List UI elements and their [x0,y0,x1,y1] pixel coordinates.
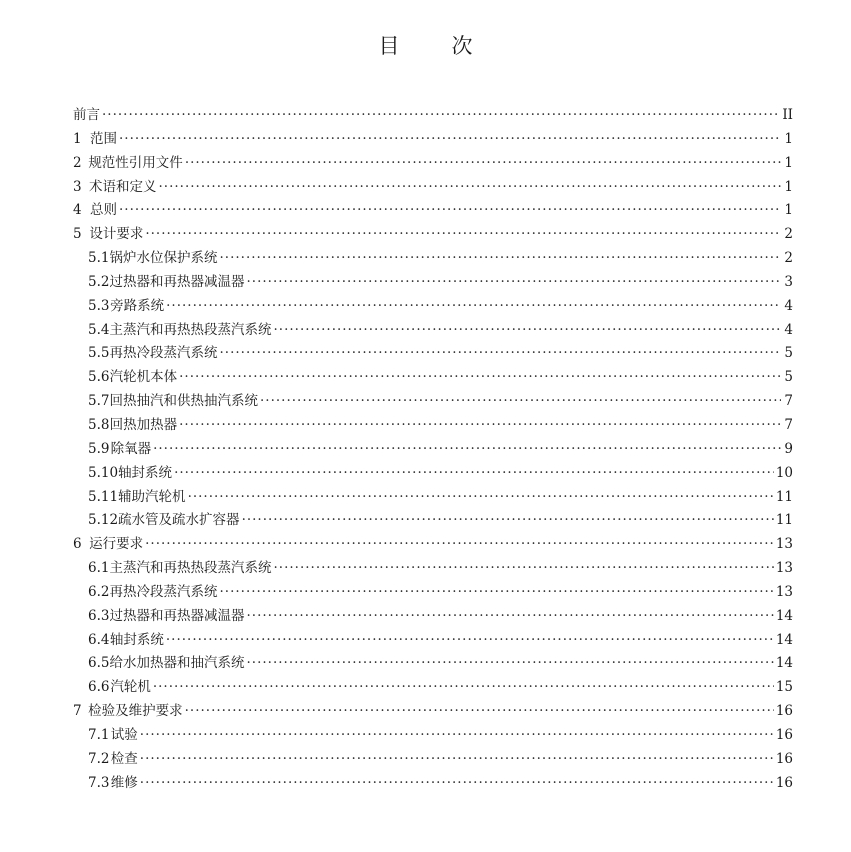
toc-entry-page: 1 [784,202,793,219]
toc-entry[interactable] [73,223,793,247]
toc-entry-number: 3 [73,178,82,195]
toc-entry[interactable] [73,247,793,271]
dot-leader [153,676,774,700]
toc-entry-number: 5.11 [88,488,119,505]
toc-entry[interactable] [73,676,793,700]
toc-entry-page: 16 [775,726,793,743]
toc-entry-page: 3 [784,273,793,290]
toc-entry-page: 5 [784,369,793,386]
toc-entry[interactable] [73,199,793,223]
toc-entry-number: 7.2 [88,750,110,767]
toc-entry[interactable] [73,128,793,152]
toc-entry-number: 5.9 [88,440,110,457]
toc-entry[interactable] [73,390,793,414]
toc-entry-label: 除氧器 [110,440,152,457]
toc-entry-label: 旁路系统 [110,297,165,314]
toc-entry-number: 6.5 [88,655,110,672]
dot-leader [153,438,781,462]
dot-leader [246,652,773,676]
toc-entry-page: 15 [775,679,793,696]
toc-entry[interactable] [73,509,793,533]
toc-entry-page: 2 [784,226,793,243]
toc-entry-label: 设计要求 [89,226,144,243]
toc-entry-number: 5.4 [88,321,110,338]
dot-leader [166,295,781,319]
toc-entry-number: 4 [73,202,82,219]
toc-entry[interactable] [73,319,793,343]
toc-entry-number: 5.8 [88,416,110,433]
dot-leader [119,128,781,152]
toc-entry-number: 6.6 [88,679,110,696]
toc-entry-page: 11 [775,488,793,505]
toc-entry-label: 试验 [110,726,138,743]
toc-entry[interactable] [73,271,793,295]
dot-leader [145,223,781,247]
toc-entry-page: 14 [775,631,793,648]
toc-entry-number: 5.1 [88,250,110,267]
toc-entry-page: 7 [784,416,793,433]
dot-leader [102,104,780,128]
toc-entry-number: 5.5 [88,345,110,362]
toc-entry-label: 主蒸汽和再热热段蒸汽系统 [109,560,272,577]
dot-leader [140,772,774,796]
dot-leader [140,748,774,772]
dot-leader [246,605,773,629]
toc-entry-page: 14 [775,655,793,672]
toc-entry-number: 5.7 [88,393,110,410]
toc-entry-page: 9 [784,440,793,457]
toc-entry-page: 1 [784,154,793,171]
toc-entry[interactable] [73,605,793,629]
toc-entry-label: 维修 [110,774,138,791]
toc-entry-label: 规范性引用文件 [88,154,183,171]
toc-entry-label: 给水加热器和抽汽系统 [109,655,245,672]
toc-entry[interactable] [73,462,793,486]
toc-entry-page: 13 [775,536,793,553]
toc-entry-label: 汽轮机本体 [109,369,178,386]
toc-entry-page: 1 [784,178,793,195]
dot-leader [242,509,774,533]
toc-entry-label: 过热器和再热器减温器 [109,273,245,290]
dot-leader [145,533,774,557]
toc-entry[interactable] [73,652,793,676]
toc-entry-number: 5.12 [88,512,119,529]
dot-leader [166,629,774,653]
page-title [0,30,851,60]
toc-entry[interactable] [73,438,793,462]
toc-entry-page: 2 [784,250,793,267]
dot-leader [219,247,781,271]
toc-entry-number: 6.1 [88,560,110,577]
dot-leader [219,581,773,605]
toc-entry-label: 轴封系统 [109,631,164,648]
toc-entry-number: 2 [73,154,82,171]
toc-entry[interactable] [73,295,793,319]
toc-entry-number: 6.3 [88,607,110,624]
dot-leader [174,462,774,486]
toc-entry-label: 检验及维护要求 [88,703,183,720]
toc-entry-page: 7 [784,393,793,410]
toc-entry-page: 14 [775,607,793,624]
dot-leader [246,271,781,295]
toc-entry-page: 13 [775,583,793,600]
title-char-1: 目 [378,34,400,58]
toc-entry-number: 6 [73,536,82,553]
toc-entry-label: 辅助汽轮机 [118,488,186,505]
toc-entry-label: 过热器和再热器减温器 [109,607,245,624]
toc-entry-number: 5 [73,226,82,243]
toc-entry-number: 5.2 [88,273,110,290]
toc-entry-label: 主蒸汽和再热热段蒸汽系统 [109,321,272,338]
dot-leader [273,319,781,343]
table-of-contents [73,104,793,795]
toc-entry-label: 再热冷段蒸汽系统 [109,583,218,600]
dot-leader [158,176,781,200]
dot-leader [273,557,773,581]
dot-leader [185,152,781,176]
toc-entry-label: 再热冷段蒸汽系统 [109,345,218,362]
toc-entry-label: 回热加热器 [109,416,178,433]
toc-entry[interactable] [73,533,793,557]
dot-leader [260,390,781,414]
toc-entry-label: 术语和定义 [88,178,157,195]
toc-entry-number: 6.4 [88,631,110,648]
toc-entry[interactable] [73,366,793,390]
toc-entry[interactable] [73,724,793,748]
toc-entry-label: 范围 [90,130,117,147]
toc-entry-label: 锅炉水位保护系统 [109,250,218,267]
dot-leader [179,366,781,390]
toc-entry-page: 11 [775,512,793,529]
toc-entry-number: 5.6 [88,369,110,386]
toc-entry-label: 汽轮机 [110,679,151,696]
toc-entry-number: 7.3 [88,774,110,791]
toc-entry-page: 10 [775,464,793,481]
toc-entry-page: 4 [784,321,793,338]
toc-entry-label: 前言 [73,107,100,123]
toc-entry-page: 16 [775,750,793,767]
toc-entry-label: 回热抽汽和供热抽汽系统 [109,393,258,410]
dot-leader [140,724,774,748]
dot-leader [185,700,774,724]
toc-entry[interactable] [73,104,793,128]
dot-leader [179,414,781,438]
toc-entry-page: 16 [775,774,793,791]
toc-entry-number: 7 [73,703,82,720]
toc-entry[interactable] [73,557,793,581]
toc-entry-page: II [782,107,793,123]
toc-entry-page: 5 [784,345,793,362]
toc-entry-page: 13 [775,560,793,577]
toc-entry[interactable] [73,152,793,176]
toc-entry[interactable] [73,342,793,366]
toc-entry-page: 16 [775,703,793,720]
toc-entry-page: 4 [784,297,793,314]
toc-entry-label: 疏水管及疏水扩容器 [118,512,240,529]
toc-entry-page: 1 [784,130,793,147]
title-char-2: 次 [451,34,473,58]
toc-entry-number: 7.1 [88,726,110,743]
toc-entry[interactable] [73,700,793,724]
toc-entry-number: 1 [73,130,82,147]
toc-entry-number: 6.2 [88,583,110,600]
toc-entry-label: 检查 [110,750,138,767]
toc-entry[interactable] [73,748,793,772]
toc-entry-label: 轴封系统 [118,464,173,481]
toc-entry-label: 运行要求 [89,536,144,553]
toc-entry[interactable] [73,176,793,200]
toc-entry[interactable] [73,629,793,653]
dot-leader [188,486,774,510]
toc-entry[interactable] [73,772,793,796]
dot-leader [119,199,781,223]
toc-entry[interactable] [73,581,793,605]
toc-entry[interactable] [73,486,793,510]
toc-entry-label: 总则 [90,202,117,219]
toc-entry-number: 5.3 [88,297,110,314]
dot-leader [219,342,781,366]
toc-entry-number: 5.10 [88,464,119,481]
toc-entry[interactable] [73,414,793,438]
